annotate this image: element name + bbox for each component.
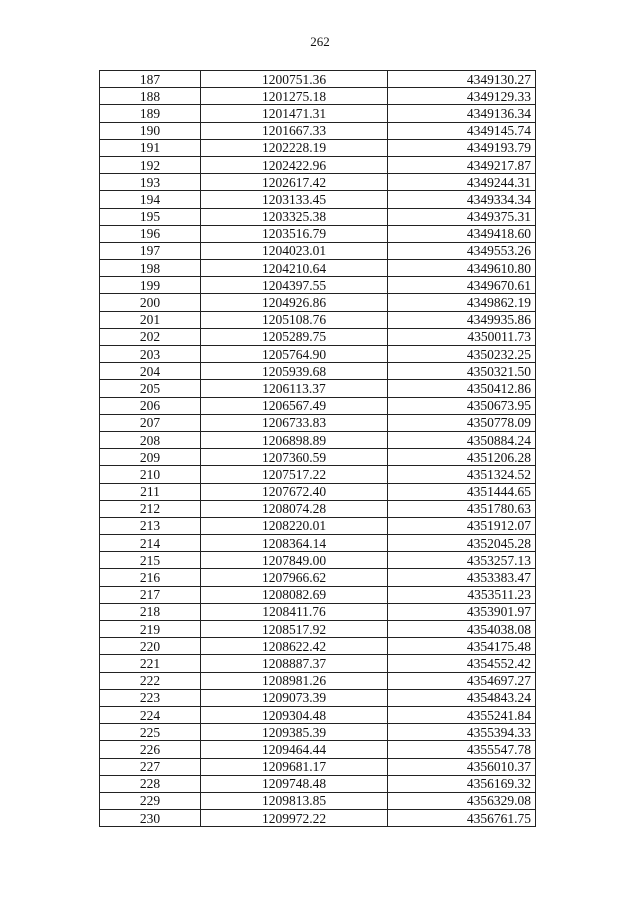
point-number-cell: 195 [100,208,201,225]
point-number-cell: 203 [100,346,201,363]
table-row [100,741,536,758]
point-number-cell: 207 [100,414,201,431]
table-row [100,535,536,552]
table-row [100,706,536,723]
table-row [100,328,536,345]
point-number-cell: 200 [100,294,201,311]
table-row [100,122,536,139]
table-row [100,638,536,655]
y-coordinate-cell: 4355394.33 [388,724,536,741]
point-number-cell: 225 [100,724,201,741]
coordinates-table-body [100,71,536,827]
table-row [100,208,536,225]
table-row [100,260,536,277]
y-coordinate-cell: 4349145.74 [388,122,536,139]
point-number-cell: 188 [100,88,201,105]
table-row [100,225,536,242]
x-coordinate-cell: 1203325.38 [201,208,388,225]
x-coordinate-cell: 1205764.90 [201,346,388,363]
x-coordinate-cell: 1209304.48 [201,706,388,723]
table-row [100,397,536,414]
point-number-cell: 202 [100,328,201,345]
y-coordinate-cell: 4349129.33 [388,88,536,105]
y-coordinate-cell: 4354697.27 [388,672,536,689]
y-coordinate-cell: 4352045.28 [388,535,536,552]
x-coordinate-cell: 1203516.79 [201,225,388,242]
y-coordinate-cell: 4354843.24 [388,689,536,706]
y-coordinate-cell: 4356169.32 [388,775,536,792]
y-coordinate-cell: 4349862.19 [388,294,536,311]
y-coordinate-cell: 4349553.26 [388,242,536,259]
x-coordinate-cell: 1203133.45 [201,191,388,208]
table-row [100,311,536,328]
table-row [100,363,536,380]
x-coordinate-cell: 1209748.48 [201,775,388,792]
point-number-cell: 227 [100,758,201,775]
y-coordinate-cell: 4349136.34 [388,105,536,122]
y-coordinate-cell: 4354038.08 [388,621,536,638]
y-coordinate-cell: 4349418.60 [388,225,536,242]
point-number-cell: 191 [100,139,201,156]
x-coordinate-cell: 1207966.62 [201,569,388,586]
y-coordinate-cell: 4351780.63 [388,500,536,517]
table-row [100,294,536,311]
table-row [100,380,536,397]
point-number-cell: 209 [100,449,201,466]
point-number-cell: 220 [100,638,201,655]
table-row [100,449,536,466]
table-row [100,346,536,363]
table-row [100,810,536,827]
x-coordinate-cell: 1205289.75 [201,328,388,345]
x-coordinate-cell: 1201471.31 [201,105,388,122]
point-number-cell: 204 [100,363,201,380]
y-coordinate-cell: 4350232.25 [388,346,536,363]
table-row [100,139,536,156]
point-number-cell: 208 [100,431,201,448]
table-row [100,621,536,638]
x-coordinate-cell: 1207360.59 [201,449,388,466]
x-coordinate-cell: 1206733.83 [201,414,388,431]
x-coordinate-cell: 1204397.55 [201,277,388,294]
x-coordinate-cell: 1207849.00 [201,552,388,569]
point-number-cell: 221 [100,655,201,672]
table-row [100,672,536,689]
x-coordinate-cell: 1204023.01 [201,242,388,259]
point-number-cell: 223 [100,689,201,706]
y-coordinate-cell: 4356761.75 [388,810,536,827]
y-coordinate-cell: 4350884.24 [388,431,536,448]
y-coordinate-cell: 4355547.78 [388,741,536,758]
table-row [100,775,536,792]
table-row [100,569,536,586]
y-coordinate-cell: 4353511.23 [388,586,536,603]
table-row [100,500,536,517]
y-coordinate-cell: 4349217.87 [388,156,536,173]
y-coordinate-cell: 4354552.42 [388,655,536,672]
x-coordinate-cell: 1206567.49 [201,397,388,414]
x-coordinate-cell: 1208411.76 [201,603,388,620]
table-row [100,603,536,620]
point-number-cell: 210 [100,466,201,483]
x-coordinate-cell: 1202617.42 [201,174,388,191]
x-coordinate-cell: 1202422.96 [201,156,388,173]
y-coordinate-cell: 4353901.97 [388,603,536,620]
page-number: 262 [310,34,330,49]
x-coordinate-cell: 1207672.40 [201,483,388,500]
point-number-cell: 192 [100,156,201,173]
table-row [100,156,536,173]
y-coordinate-cell: 4353383.47 [388,569,536,586]
y-coordinate-cell: 4349610.80 [388,260,536,277]
table-row [100,724,536,741]
point-number-cell: 213 [100,517,201,534]
x-coordinate-cell: 1200751.36 [201,71,388,88]
point-number-cell: 212 [100,500,201,517]
y-coordinate-cell: 4353257.13 [388,552,536,569]
point-number-cell: 205 [100,380,201,397]
table-row [100,689,536,706]
y-coordinate-cell: 4354175.48 [388,638,536,655]
table-row [100,552,536,569]
point-number-cell: 218 [100,603,201,620]
y-coordinate-cell: 4351206.28 [388,449,536,466]
y-coordinate-cell: 4351444.65 [388,483,536,500]
x-coordinate-cell: 1202228.19 [201,139,388,156]
point-number-cell: 201 [100,311,201,328]
point-number-cell: 222 [100,672,201,689]
table-row [100,466,536,483]
x-coordinate-cell: 1208622.42 [201,638,388,655]
y-coordinate-cell: 4351324.52 [388,466,536,483]
point-number-cell: 216 [100,569,201,586]
x-coordinate-cell: 1208887.37 [201,655,388,672]
x-coordinate-cell: 1209385.39 [201,724,388,741]
x-coordinate-cell: 1208364.14 [201,535,388,552]
y-coordinate-cell: 4349334.34 [388,191,536,208]
x-coordinate-cell: 1201667.33 [201,122,388,139]
point-number-cell: 197 [100,242,201,259]
y-coordinate-cell: 4355241.84 [388,706,536,723]
table-row [100,88,536,105]
y-coordinate-cell: 4350321.50 [388,363,536,380]
y-coordinate-cell: 4349670.61 [388,277,536,294]
table-row [100,483,536,500]
y-coordinate-cell: 4349130.27 [388,71,536,88]
table-row [100,431,536,448]
x-coordinate-cell: 1208981.26 [201,672,388,689]
table-row [100,758,536,775]
point-number-cell: 217 [100,586,201,603]
point-number-cell: 199 [100,277,201,294]
y-coordinate-cell: 4349244.31 [388,174,536,191]
point-number-cell: 190 [100,122,201,139]
x-coordinate-cell: 1209464.44 [201,741,388,758]
x-coordinate-cell: 1205108.76 [201,311,388,328]
x-coordinate-cell: 1205939.68 [201,363,388,380]
x-coordinate-cell: 1208220.01 [201,517,388,534]
y-coordinate-cell: 4349375.31 [388,208,536,225]
point-number-cell: 229 [100,792,201,809]
point-number-cell: 198 [100,260,201,277]
y-coordinate-cell: 4350011.73 [388,328,536,345]
point-number-cell: 226 [100,741,201,758]
x-coordinate-cell: 1208082.69 [201,586,388,603]
point-number-cell: 215 [100,552,201,569]
point-number-cell: 228 [100,775,201,792]
point-number-cell: 189 [100,105,201,122]
x-coordinate-cell: 1201275.18 [201,88,388,105]
x-coordinate-cell: 1209681.17 [201,758,388,775]
x-coordinate-cell: 1209073.39 [201,689,388,706]
point-number-cell: 196 [100,225,201,242]
table-row [100,414,536,431]
point-number-cell: 206 [100,397,201,414]
point-number-cell: 224 [100,706,201,723]
x-coordinate-cell: 1208517.92 [201,621,388,638]
point-number-cell: 187 [100,71,201,88]
table-row [100,174,536,191]
x-coordinate-cell: 1207517.22 [201,466,388,483]
y-coordinate-cell: 4349935.86 [388,311,536,328]
y-coordinate-cell: 4350778.09 [388,414,536,431]
point-number-cell: 219 [100,621,201,638]
table-row [100,105,536,122]
table-row [100,277,536,294]
y-coordinate-cell: 4356329.08 [388,792,536,809]
table-row [100,792,536,809]
point-number-cell: 214 [100,535,201,552]
y-coordinate-cell: 4356010.37 [388,758,536,775]
x-coordinate-cell: 1204210.64 [201,260,388,277]
x-coordinate-cell: 1206113.37 [201,380,388,397]
point-number-cell: 230 [100,810,201,827]
table-row [100,517,536,534]
x-coordinate-cell: 1204926.86 [201,294,388,311]
coordinates-table [99,70,536,827]
x-coordinate-cell: 1208074.28 [201,500,388,517]
x-coordinate-cell: 1209972.22 [201,810,388,827]
point-number-cell: 194 [100,191,201,208]
y-coordinate-cell: 4350412.86 [388,380,536,397]
table-row [100,586,536,603]
point-number-cell: 193 [100,174,201,191]
table-row [100,242,536,259]
y-coordinate-cell: 4350673.95 [388,397,536,414]
table-row [100,71,536,88]
point-number-cell: 211 [100,483,201,500]
y-coordinate-cell: 4351912.07 [388,517,536,534]
x-coordinate-cell: 1206898.89 [201,431,388,448]
table-row [100,191,536,208]
table-row [100,655,536,672]
y-coordinate-cell: 4349193.79 [388,139,536,156]
x-coordinate-cell: 1209813.85 [201,792,388,809]
